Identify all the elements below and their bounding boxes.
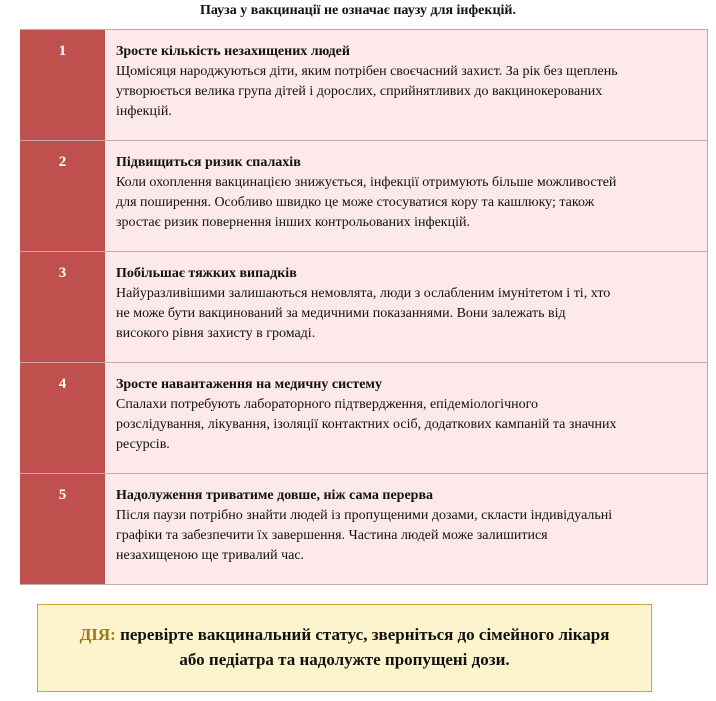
page-title: Пауза у вакцинації не означає паузу для інфекцій. [200,3,516,18]
row-text-line: графіки та забезпечити їх завершення. Частина людей може залишитися [116,528,548,543]
row-heading: Зросте кількість незахищених людей [116,44,350,59]
consequences-table [20,29,708,585]
row-number: 4 [20,363,105,473]
row-text-line: Після паузи потрібно знайти людей із пропущеними дозами, скласти індивідуальні [116,508,613,523]
callout-label: ДІЯ: [79,625,116,644]
callout-text-2: або педіатра та надолужте пропущені дози. [179,650,510,669]
row-text-line: не може бути вакцинований за медичними показаннями. Вони залежать від [116,306,566,321]
row-content [105,363,708,473]
row-content [105,30,708,140]
row-heading: Підвищиться ризик спалахів [116,155,301,170]
row-number: 5 [20,474,105,584]
row-text-line: зростає ризик повернення інших контрольованих інфекцій. [116,215,470,230]
table-row [20,30,708,141]
row-text-line: ресурсів. [116,437,170,452]
row-heading: Побільшає тяжких випадків [116,266,297,281]
row-text-line: Коли охоплення вакцинацією знижується, інфекції отримують більше можливостей [116,175,617,190]
row-heading: Надолуження триватиме довше, ніж сама перерва [116,488,434,503]
table-row [20,363,708,474]
row-number: 1 [20,30,105,140]
row-text-line: Найуразливішими залишаються немовлята, люди з ослабленим імунітетом і ті, хто [116,286,611,301]
row-text-line: для поширення. Особливо швидко це може стосуватися кору та кашлюку; також [116,195,595,210]
row-text-line: високого рівня захисту в громаді. [116,326,316,341]
row-text-line: незахищеною ще тривалий час. [116,548,305,563]
table-row [20,252,708,363]
row-text-line: Спалахи потребують лабораторного підтвердження, епідеміологічного [116,397,539,412]
table-row [20,141,708,252]
row-number: 2 [20,141,105,251]
row-content [105,474,708,584]
row-heading: Зросте навантаження на медичну систему [116,377,382,392]
table-row [20,474,708,585]
row-content [105,252,708,362]
callout-text-1: перевірте вакцинальний статус, зверніться до сімейного лікаря [120,625,610,644]
row-number: 3 [20,252,105,362]
row-text-line: утворюється велика група дітей і дорослих, сприйнятливих до вакцинокерованих [116,84,603,99]
action-callout [37,604,652,692]
row-text-line: інфекцій. [116,104,172,119]
row-content [105,141,708,251]
callout-line-1 [38,622,651,647]
row-text-line: Щомісяця народжуються діти, яким потрібен своєчасний захист. За рік без щеплень [116,64,618,79]
row-text-line: розслідування, лікування, ізоляції контактних осіб, додаткових кампаній та значних [116,417,617,432]
